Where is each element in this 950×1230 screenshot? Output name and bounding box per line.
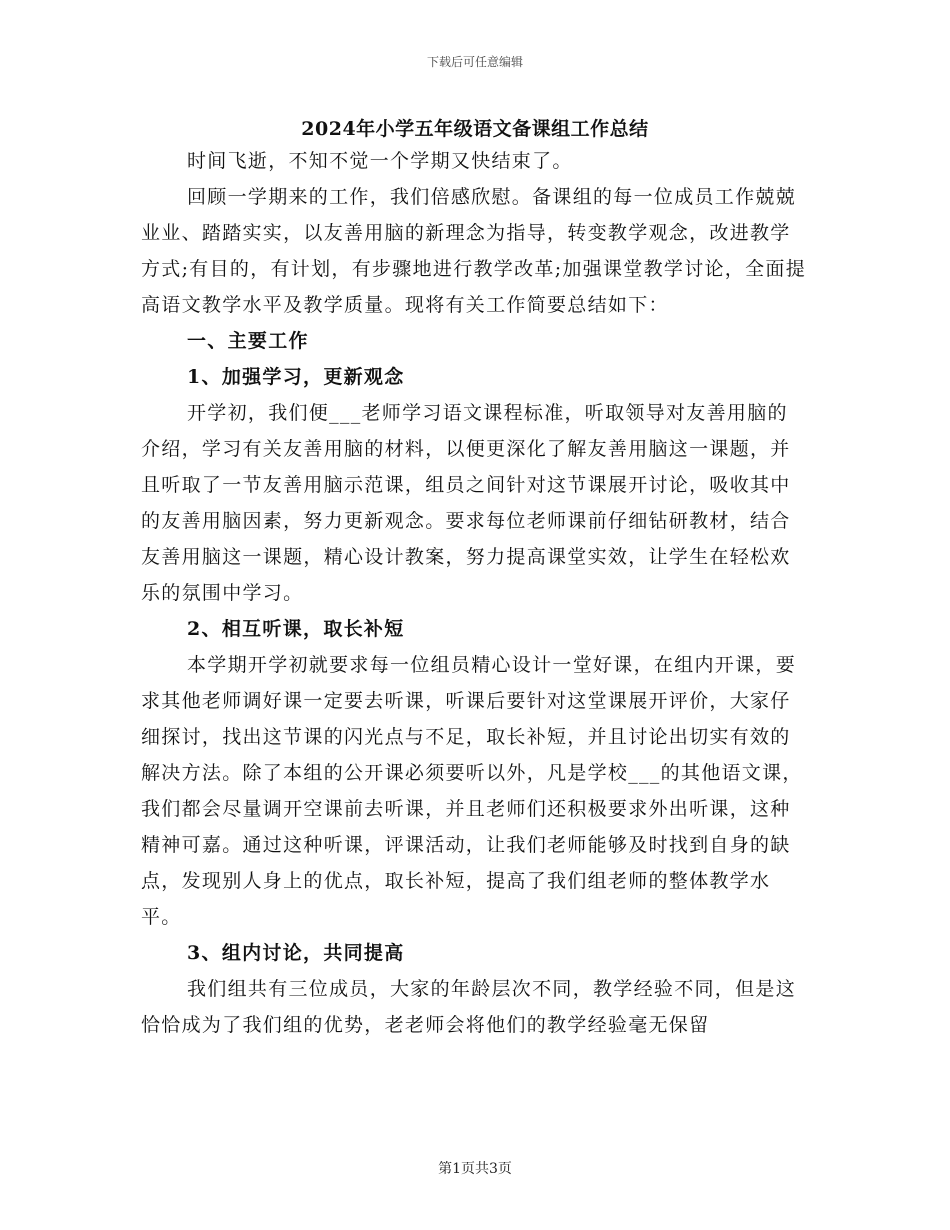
section-heading-main-work: 一、主要工作	[187, 330, 309, 352]
paragraph-review: 回顾一学期来的工作，我们倍感欣慰。备课组的每一位成员工作兢兢业业、踏踏实实，以友善用脑的新理念为指导，转变教学观念，改进教学方式;有目的，有计划，有步骤地进行教学改革;加强课堂教学讨论，全面提高语文教学水平及教学质量。现将有关工作简要总结如下：	[141, 186, 807, 316]
subheading-study: 1、加强学习，更新观念	[187, 366, 405, 388]
paragraph-observe: 本学期开学初就要求每一位组员精心设计一堂好课，在组内开课，要求其他老师调好课一定要去听课，听课后要针对这堂课展开评价，大家仔细探讨，找出这节课的闪光点与不足，取长补短，并且讨论出切实有效的解决方法。除了本组的公开课必须要听以外，凡是学校___的其他语文课，我们都会尽量调开空课前去听课，并且老师们还积极要求外出听课，这种精神可嘉。通过这种听课，评课活动，让我们老师能够及时找到自身的缺点，发现别人身上的优点，取长补短，提高了我们组老师的整体教学水平。	[141, 654, 803, 928]
paragraph-intro: 时间飞逝，不知不觉一个学期又快结束了。	[187, 150, 573, 172]
header-note: 下载后可任意编辑	[426, 55, 523, 69]
page-indicator: 第1页共3页	[438, 1161, 512, 1177]
document-title: 2024年小学五年级语文备课组工作总结	[301, 118, 649, 140]
document-body	[141, 143, 806, 1043]
paragraph-study: 开学初，我们便___老师学习语文课程标准，听取领导对友善用脑的介绍，学习有关友善用脑的材料，以便更深化了解友善用脑这一课题，并且听取了一节友善用脑示范课，组员之间针对这节课展开讨论，吸收其中的友善用脑因素，努力更新观念。要求每位老师课前仔细钻研教材，结合友善用脑这一课题，精心设计教案，努力提高课堂实效，让学生在轻松欢乐的氛围中学习。	[141, 402, 791, 604]
subheading-observe: 2、相互听课，取长补短	[187, 618, 405, 640]
paragraph-discuss: 我们组共有三位成员，大家的年龄层次不同，教学经验不同，但是这恰恰成为了我们组的优势，老老师会将他们的教学经验毫无保留	[141, 978, 797, 1036]
subheading-discuss: 3、组内讨论，共同提高	[187, 942, 405, 964]
